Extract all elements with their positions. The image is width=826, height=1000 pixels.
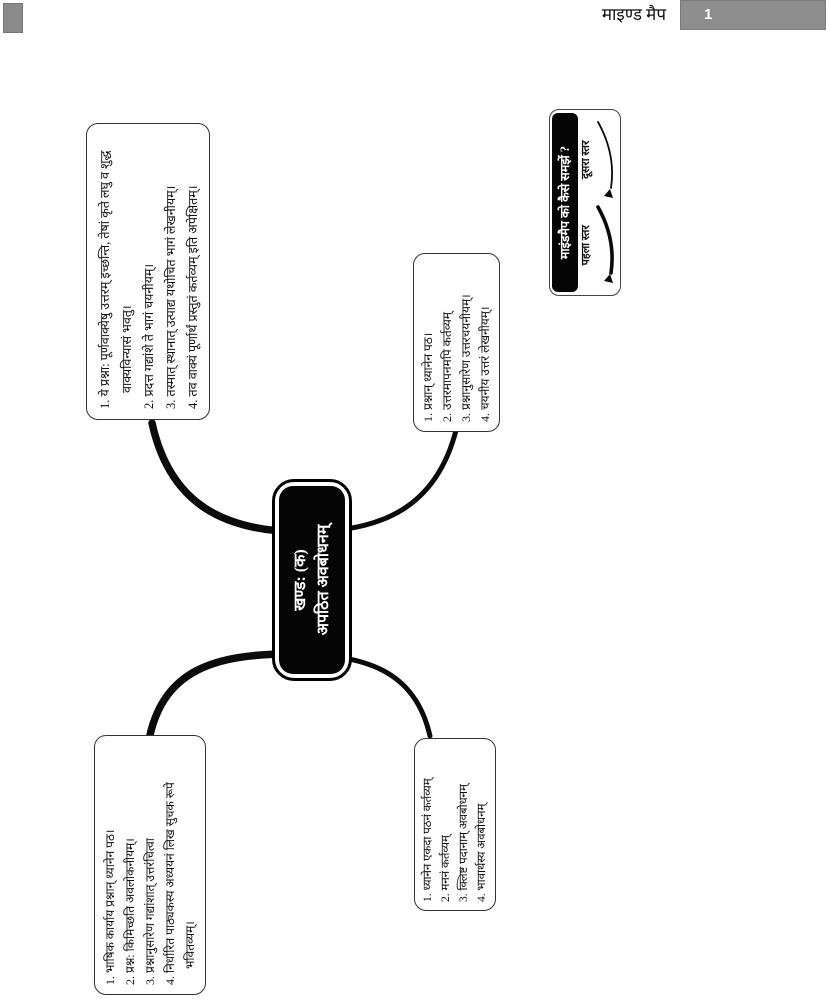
list-item: 4. निर्धारित पाठ्यकस्य अध्ययनं लिख सुचक रूपे भवितव्यम्।: [163, 782, 197, 985]
legend-level-first: [579, 203, 616, 289]
list-item: 1. प्रश्नान् ध्यानेन पठ।: [421, 332, 435, 422]
legend-level-first-label: पहला स्तर: [580, 225, 592, 266]
list-item: 3. तस्मात् स्थानात् उत्पाद्य यथोचित भागं लेखनीयम्।: [164, 185, 178, 409]
central-topic-line1: खण्ड: (क): [291, 549, 309, 611]
list-item: 2. उत्तरमापनमपि कर्तव्यम्: [440, 312, 454, 422]
list-item: 3. प्रश्नानुसारेण गद्यांशात् उत्तरंचित्वा: [143, 838, 157, 985]
legend-second-level-curve-icon: [594, 118, 616, 202]
list-item: 4. भावार्थस्य अवबोधनम्: [476, 803, 488, 902]
list-item: 3. क्लिष्ट पदानाम् अवबोधनम्: [458, 784, 470, 902]
branch-box-bottom-right: [413, 253, 500, 432]
legend-row: [578, 113, 616, 292]
branch-box-top-right: [86, 123, 210, 420]
list-item: 4. चयनीय उत्तरं लेखनीयम्।: [478, 306, 492, 422]
legend-box: [549, 109, 621, 296]
page-title: माइण्ड मैप: [601, 5, 666, 24]
list-item: 2. प्रश्न: किमिच्छति अवलोकनीयम्।: [123, 838, 137, 985]
branch-box-bottom-left: [414, 738, 496, 911]
legend-level-second: [579, 117, 616, 203]
legend-title: माइंडमैप को कैसे समझें ?: [552, 113, 578, 292]
central-topic-label: [279, 486, 345, 674]
legend-level-second-label: दूसरा स्तर: [580, 140, 592, 179]
list-item: 2. मननं कर्तव्यम्: [440, 835, 452, 902]
legend-first-level-curve-icon: [594, 203, 616, 287]
page-number: 1: [704, 6, 713, 23]
list-item: 3. प्रश्नानुसारेण उत्तरचयनीयम्।: [459, 294, 473, 422]
branch-box-top-left: [94, 735, 206, 995]
list-item: 1. ध्यानेन एकदा पठनं कर्तव्यम्: [422, 778, 434, 902]
central-topic-node: [272, 479, 352, 681]
list-item: 1. भाषिक कार्याय प्रश्नान् ध्यानेन पठ।: [103, 829, 117, 985]
list-item: 4. तव वाक्यं पूर्णार्थं प्रस्तुतं कर्तव्यम् इति अपेक्षितम्।: [186, 185, 200, 409]
list-item: 2. प्रदत्त गद्यांशे ते भागं चयनीयम्।: [142, 263, 156, 409]
branch-curve-left-first-level: [150, 654, 290, 735]
central-topic-line2: अपठित अवबोधनम्: [315, 524, 332, 636]
list-item: 1. ये प्रश्ना: पूर्णवाक्येषु उत्तरम् इच्छन्ति, तेषां कृते लघु व शुद्ध वाक्यविन्यासं भवतु।: [98, 150, 134, 409]
